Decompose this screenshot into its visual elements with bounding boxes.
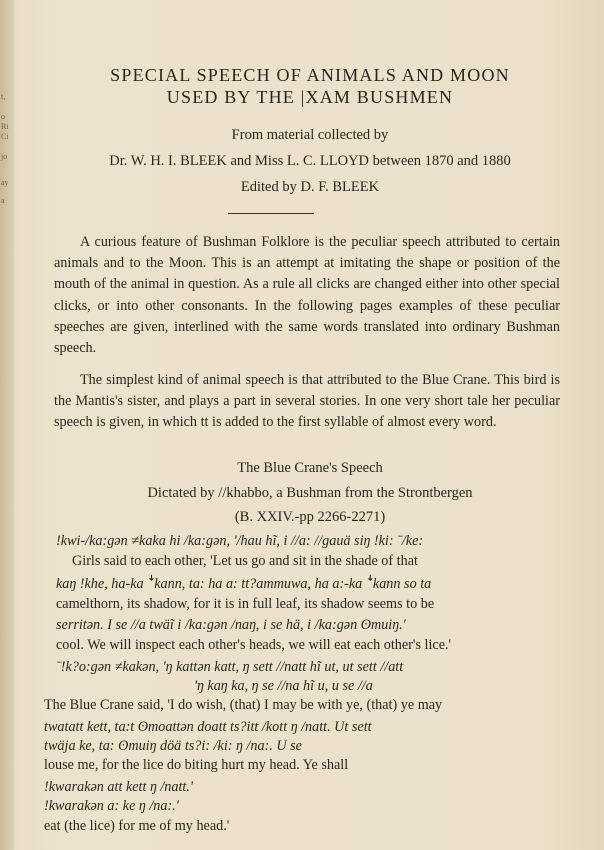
credit-line-1: From material collected by xyxy=(231,127,389,143)
section-dictated: Dictated by //khabbo, a Bushman from the Strontbergen xyxy=(147,485,473,501)
paragraph-intro: A curious feature of Bushman Folklore is the peculiar speech attributed to certain animals and to the Moon. This is an attempt at imitating the shape or position of the mouth of the animal in question. As a rule all clicks are changed either into other special clicks, or into other consonants. In the following pages examples of these peculiar speeches are given, interlined with the same words translated into ordinary Bushman speech. xyxy=(54,234,560,357)
bushman-line: twatatt kett, ta:t ʘmoattən doatt ts?itt /kott ŋ /natt. Ut sett xyxy=(44,719,372,735)
translation-line: Girls said to each other, 'Let us go and sit in the shade of that xyxy=(72,553,418,569)
bushman-line: 'ŋ kaŋ ka, ŋ se //na hĩ u, u se //a xyxy=(194,678,373,694)
translation-line: cool. We will inspect each other's heads, we will eat each other's lice.' xyxy=(56,637,452,653)
margin-glyph: Ri xyxy=(1,122,9,131)
credit-line-2: Dr. W. H. I. BLEEK and Miss L. C. LLOYD between 1870 and 1880 xyxy=(109,153,511,169)
margin-glyph: t, xyxy=(1,92,6,101)
margin-glyph: jo xyxy=(1,152,8,161)
bushman-line: twäja ke, ta: ʘmuiŋ döä ts?i: /ki: ŋ /na:. U se xyxy=(44,738,302,754)
margin-glyph: ay xyxy=(1,178,9,187)
translation-line: camelthorn, its shadow, for it is in full leaf, its shadow seems to be xyxy=(56,596,435,612)
divider-rule xyxy=(228,213,314,214)
section-heading: The Blue Crane's Speech xyxy=(237,460,383,476)
margin-glyph: o xyxy=(1,112,5,121)
translation-line: eat (the lice) for me of my head.' xyxy=(44,818,230,834)
bushman-line: !kwi-/ka:gən ≠kaka hi /ka:gən, '/hau hĩ, i //a: //gauä siŋ !ki: ˉ/ke: xyxy=(56,533,424,549)
credit-line-3: Edited by D. F. BLEEK xyxy=(240,179,380,195)
bushman-line: !kwarakən a: ke ŋ /na:.' xyxy=(44,798,179,814)
title-line-1: SPECIAL SPEECH OF ANIMALS AND MOON xyxy=(110,65,510,85)
margin-glyph: a xyxy=(1,196,5,205)
translation-line: The Blue Crane said, 'I do wish, (that) I may be with ye, (that) ye may xyxy=(44,697,443,713)
section-reference: (B. XXIV.-pp 2266-2271) xyxy=(234,509,386,525)
bushman-line: !kwarakən att kett ŋ /natt.' xyxy=(44,779,193,795)
bushman-line: serritən. I se //a twäĩ i /ka:gən /naŋ, i se hä, i /ka:gən ʘmuiŋ.' xyxy=(56,617,406,633)
bushman-line: kaŋ !khe, ha-ka ꜜkann, ta: ha a: tt?ammuwa, ha a:-ka ꜜkann so ta xyxy=(56,576,432,592)
bushman-line: ˉ!k?o:gən ≠kakən, 'ŋ kattən katt, ŋ sett //natt hĩ ut, ut sett //att xyxy=(56,659,404,675)
translation-line: louse me, for the lice do biting hurt my head. Ye shall xyxy=(44,757,349,773)
paragraph-blue-crane: The simplest kind of animal speech is that attributed to the Blue Crane. This bird is the Mantis's sister, and plays a part in several stories. In one very short tale her peculiar speech is given, in which tt is added to the first syllable of almost every word. xyxy=(54,372,560,431)
margin-glyph: Ci xyxy=(1,132,9,141)
facing-page-edge xyxy=(0,0,14,850)
title-line-2: USED BY THE |XAM BUSHMEN xyxy=(166,87,454,107)
